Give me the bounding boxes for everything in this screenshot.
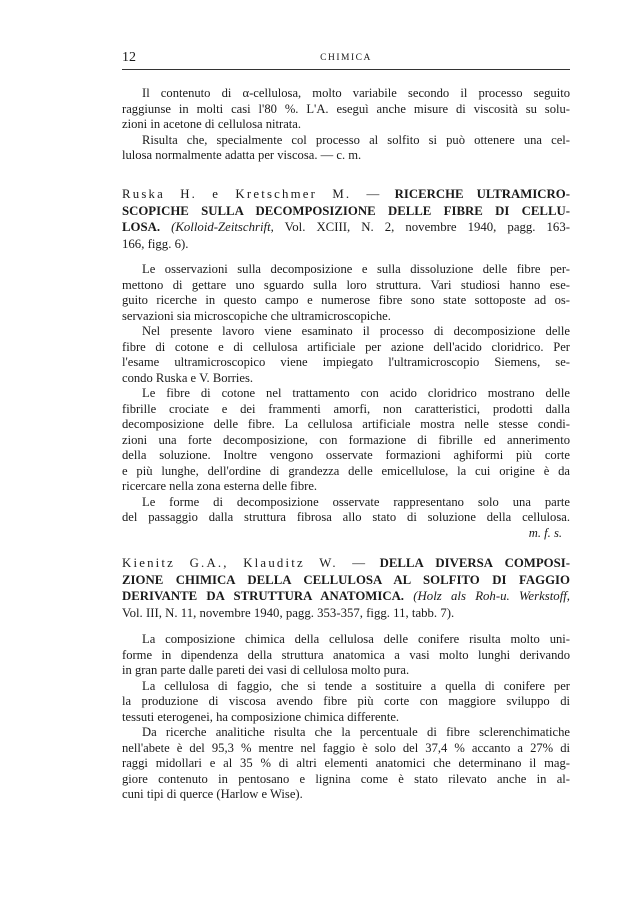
text-line: zioni in acetone di cellulosa nitrata. (122, 117, 302, 131)
text-line: La cellulosa di faggio, che si tende a sostituire a quella di conifere per (142, 678, 570, 693)
article-abstract-kienitz (122, 632, 570, 803)
journal-name: (Kolloid-Zeitschrift, (171, 220, 274, 234)
text-line: La composizione chimica della cellulosa delle conifere risulta molto uni- (142, 632, 570, 646)
text-line: l'esame ultramicroscopico viene impiegato l'ultramicroscopio Siemens, se- (122, 355, 570, 369)
article-title-part: DELLA DIVERSA COMPOSI- (379, 556, 570, 570)
text-line: Nel presente lavoro viene esaminato il processo di decomposizione delle (142, 324, 570, 338)
text-line: guito ricerche in questo campo e numerose fibre sono state sottoposte ad os- (122, 293, 570, 307)
text-line: Da ricerche analitiche risulta che la percentuale di fibre sclerenchimatiche (142, 725, 570, 739)
text-line: in gran parte dalle pareti dei vasi di cellulosa molto pura. (122, 663, 410, 677)
header-rule (122, 69, 570, 70)
text-line: Le fibre di cotone nel trattamento con acido cloridrico mostrano delle (142, 386, 570, 400)
text-line: lulosa normalmente adatta per viscosa. — c. m. (122, 148, 362, 162)
citation-details: Vol. XCIII, N. 2, novembre 1940, pagg. 163- (284, 220, 570, 234)
journal-name: (Holz als Roh-u. Werkstoff, (413, 589, 571, 603)
text-line: mettono di gettare uno sguardo sulla loro struttura. Vari studiosi hanno ese- (122, 277, 570, 292)
text-line: condo Ruska e V. Borries. (122, 370, 254, 385)
text-line: nell'abete è del 95,3 % mentre nel faggio è solo del 37,4 % accanto a 27% di (122, 740, 570, 755)
text-line: Le osservazioni sulla decomposizione e sulla dissoluzione delle fibre per- (142, 262, 570, 276)
page-header (122, 50, 570, 74)
article-title-part: SCOPICHE SULLA DECOMPOSIZIONE DELLE FIBRE DI CELLU- (122, 203, 570, 218)
article-title-part: ZIONE CHIMICA DELLA CELLULOSA AL SOLFITO DI FAGGIO (122, 572, 570, 587)
text-line: e più lunghe, dell'ordine di grandezza delle emicellulose, la cui origine è da (122, 463, 570, 478)
text-line: del passaggio dalla struttura fibrosa allo stato di soluzione della cellulosa. (122, 510, 570, 524)
article-reference-kienitz (122, 555, 570, 621)
text-line: fibre di cotone e di cellulosa artificiale per azione dell'acido cloridrico. Per (122, 339, 570, 354)
text-line: Il contenuto di α-cellulosa, molto variabile secondo il processo seguito (142, 86, 570, 100)
text-line: fibrille crociate e dei frammenti amorfi, non caratteristici, prodotti dalla (122, 401, 570, 416)
page-number: 12 (122, 50, 136, 65)
text-line: giore contenuto in pentosano e lignina come è stato rilevato anche in al- (122, 771, 570, 786)
article-title-part: RICERCHE ULTRAMICRO- (394, 187, 570, 201)
text-line: zioni una forte decomposizione, con formazione di fibrille ed annerimento (122, 432, 570, 447)
text-line: ricercare nella zona esterna delle fibre. (122, 479, 318, 493)
article-abstract-ruska (122, 262, 570, 541)
text-line: decomposizione delle fibre. La cellulosa artificiale mostra nelle stesse condi- (122, 417, 570, 431)
article-reference-ruska (122, 186, 570, 252)
text-line: Le forme di decomposizione osservate rappresentano solo una parte (142, 494, 570, 509)
text-line: raggiunse in molti casi l'80 %. L'A. eseguì anche misure di viscosità su solu- (122, 101, 570, 116)
running-title: CHIMICA (320, 53, 372, 63)
text-line: Risulta che, specialmente col processo al solfito si può ottenere una cel- (142, 132, 570, 147)
text-line: servazioni sia microscopiche che ultramicroscopiche. (122, 308, 391, 323)
text-line: la produzione di viscosa avendo fibre più corte con maggiore sviluppo di (122, 694, 570, 708)
citation-details: Vol. III, N. 11, novembre 1940, pagg. 353-357, figg. 11, tabb. 7). (122, 605, 455, 620)
abstract-signature: m. f. s. (528, 525, 562, 540)
text-line: raggi midollari e al 35 % di altri elementi anatomici che determinano il mag- (122, 756, 570, 770)
previous-abstract (122, 86, 570, 164)
text-line: forme in dipendenza della struttura anatomica a vasi molto lunghi derivando (122, 647, 570, 662)
article-authors: Kienitz G.A., Klauditz W. — (122, 556, 368, 570)
text-line: cuni tipi di querce (Harlow e Wise). (122, 787, 303, 801)
article-title-part: LOSA. (122, 220, 161, 234)
citation-details: 166, figg. 6). (122, 236, 189, 251)
article-authors: Ruska H. e Kretschmer M. — (122, 187, 382, 201)
text-line: tessuti eterogenei, ha composizione chimica differente. (122, 709, 400, 724)
article-title-part: DERIVANTE DA STRUTTURA ANATOMICA. (122, 589, 405, 603)
text-line: della soluzione. Inoltre vengono osservate formazioni aghiformi più corte (122, 448, 570, 462)
